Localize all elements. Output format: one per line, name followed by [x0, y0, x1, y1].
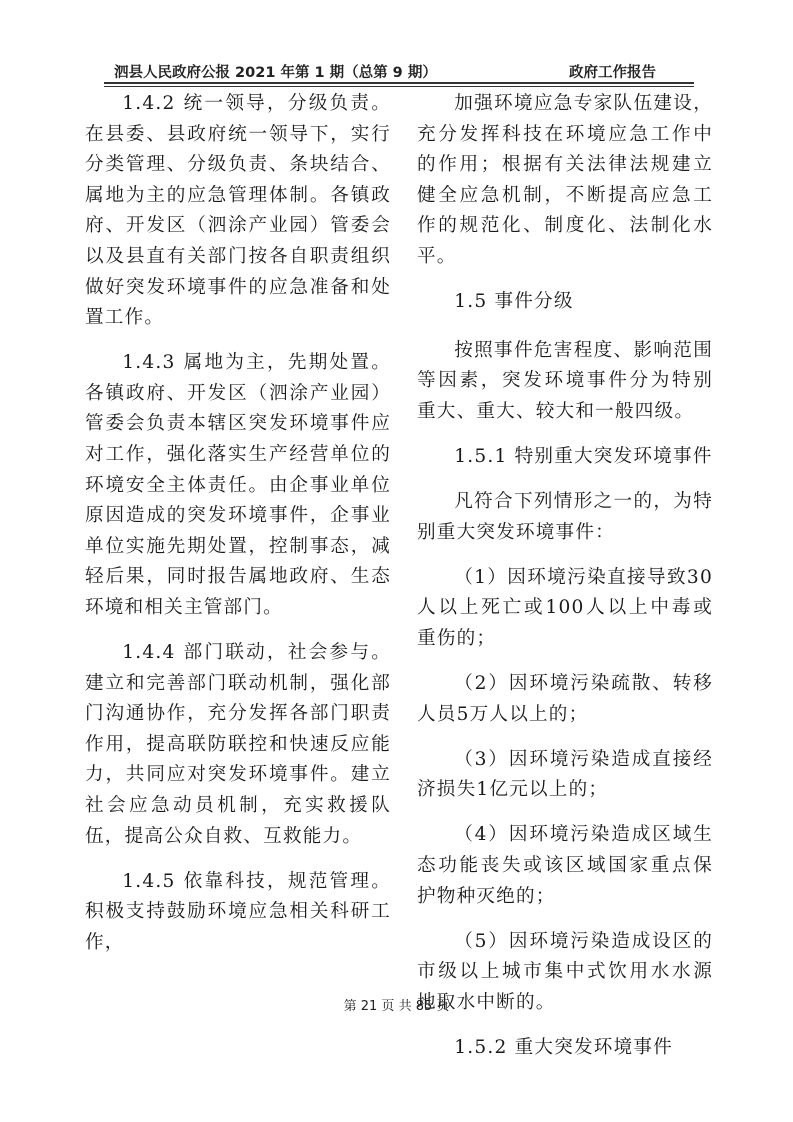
paragraph-1-4-3: 1.4.3 属地为主，先期处置。各镇政府、开发区（泗涂产业园）管委会负责本辖区突发环境事件应对工作，强化落实生产经营单位的环境安全主体责任。由企事业单位原因造成的突发环境事件，企事业单位实施先期处置，控制事态，减轻后果，同时报告属地政府、生态环境和相关主管部门。	[85, 352, 391, 618]
list-item-2: （2）因环境污染疏散、转移人员5万人以上的；	[417, 673, 713, 725]
paragraph-classification: 按照事件危害程度、影响范围等因素，突发环境事件分为特别重大、重大、较大和一般四级。	[417, 339, 713, 422]
list-item-5: （5）因环境污染造成设区的市级以上城市集中式饮用水水源地取水中断的。	[417, 930, 713, 1013]
running-header	[104, 60, 694, 80]
header-rule-thin	[104, 86, 694, 87]
left-column	[85, 89, 391, 973]
heading-1-5-2: 1.5.2 重大突发环境事件	[454, 1036, 673, 1058]
paragraph-criteria-intro: 凡符合下列情形之一的，为特别重大突发环境事件：	[417, 491, 713, 543]
list-item-4: （4）因环境污染造成区域生态功能丧失或该区域国家重点保护物种灭绝的；	[417, 824, 713, 907]
section-title: 政府工作报告	[569, 65, 656, 81]
heading-1-5-1: 1.5.1 特别重大突发环境事件	[454, 445, 713, 467]
paragraph-continued: 加强环境应急专家队伍建设，充分发挥科技在环境应急工作中的作用；根据有关法律法规建立健全应急机制，不断提高应急工作的规范化、制度化、法制化水平。	[417, 93, 713, 267]
paragraph-1-4-2: 1.4.2 统一领导，分级负责。在县委、县政府统一领导下，实行分类管理、分级负责、条块结合、属地为主的应急管理体制。各镇政府、开发区（泗涂产业园）管委会以及县直有关部门按各自职责组织做好突发环境事件的应急准备和处置工作。	[85, 93, 391, 329]
paragraph-1-4-5: 1.4.5 依靠科技，规范管理。积极支持鼓励环境应急相关科研工作，	[85, 870, 391, 953]
list-item-3: （3）因环境污染造成直接经济损失1亿元以上的；	[417, 748, 713, 801]
list-item-1: （1）因环境污染直接导致30人以上死亡或100人以上中毒或重伤的；	[417, 566, 713, 649]
heading-1-5: 1.5 事件分级	[454, 291, 574, 313]
paragraph-1-4-4: 1.4.4 部门联动，社会参与。建立和完善部门联动机制，强化部门沟通协作，充分发挥各部门职责作用，提高联防联控和快速反应能力，共同应对突发环境事件。建立社会应急动员机制，充实救援队伍，提高公众自救、互救能力。	[85, 642, 391, 847]
header-rule-thick	[104, 82, 694, 84]
page-number: 第 21 页 共 85 页	[343, 999, 450, 1014]
bulletin-title: 泗县人民政府公报 2021 年第 1 期（总第 9 期）	[114, 65, 437, 81]
right-column	[417, 89, 713, 1078]
